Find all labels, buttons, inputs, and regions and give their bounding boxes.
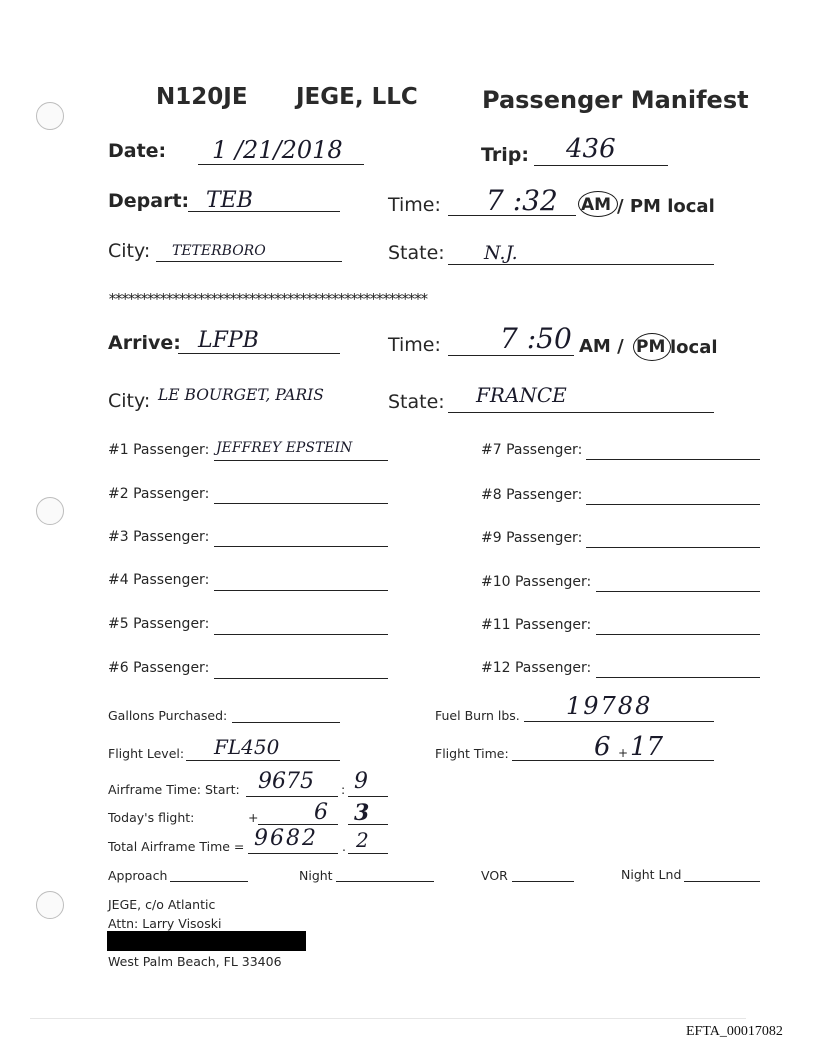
arrive-local: local bbox=[670, 337, 718, 358]
approach-label: Approach bbox=[108, 868, 168, 883]
date-line bbox=[198, 164, 364, 165]
passenger-1-line bbox=[214, 460, 388, 461]
passenger-11-line bbox=[596, 634, 760, 635]
passenger-5-line bbox=[214, 634, 388, 635]
depart-am: AM bbox=[581, 195, 612, 215]
today-plus: + bbox=[248, 810, 259, 825]
depart-city-line bbox=[156, 261, 342, 262]
passenger-2-line bbox=[214, 503, 388, 504]
total-airframe-tenths: 2 bbox=[356, 828, 369, 852]
flight-time-line bbox=[512, 760, 714, 761]
punch-hole-bottom bbox=[36, 891, 64, 919]
passenger-1-value: JEFFREY EPSTEIN bbox=[216, 440, 353, 456]
punch-hole-middle bbox=[36, 497, 64, 525]
arrive-city-value: LE BOURGET, PARIS bbox=[158, 386, 324, 404]
airframe-start-line bbox=[246, 796, 338, 797]
arrive-am: AM / bbox=[579, 336, 624, 357]
passenger-7-line bbox=[586, 459, 760, 460]
passenger-11-label: #11 Passenger: bbox=[481, 617, 592, 633]
today-flight-tenths: 3 bbox=[354, 800, 370, 826]
passenger-7-label: #7 Passenger: bbox=[481, 442, 583, 458]
passenger-2-label: #2 Passenger: bbox=[108, 486, 210, 502]
passenger-6-label: #6 Passenger: bbox=[108, 660, 210, 676]
tail-number: N120JE bbox=[156, 84, 248, 110]
passenger-5-label: #5 Passenger: bbox=[108, 616, 210, 632]
document-id: EFTA_00017082 bbox=[686, 1024, 783, 1039]
depart-state-label: State: bbox=[388, 242, 445, 264]
airframe-start-tenths-line bbox=[348, 796, 388, 797]
address-line-4: West Palm Beach, FL 33406 bbox=[108, 954, 282, 969]
arrive-state-value: FRANCE bbox=[476, 383, 567, 407]
vor-line bbox=[512, 881, 574, 882]
flight-time-label: Flight Time: bbox=[435, 746, 509, 761]
passenger-12-line bbox=[596, 677, 760, 678]
airframe-start-value: 9675 bbox=[258, 769, 314, 794]
total-airframe-label: Total Airframe Time = bbox=[108, 839, 245, 854]
address-line-2: Attn: Larry Visoski bbox=[108, 916, 222, 931]
fuel-burn-value: 19788 bbox=[566, 692, 653, 720]
trip-value: 436 bbox=[566, 134, 616, 164]
arrive-value: LFPB bbox=[198, 328, 259, 353]
trip-label: Trip: bbox=[481, 144, 529, 166]
passenger-9-line bbox=[586, 547, 760, 548]
passenger-4-line bbox=[214, 590, 388, 591]
depart-city-label: City: bbox=[108, 240, 151, 262]
date-value: 1 /21/2018 bbox=[212, 136, 343, 164]
flight-time-minutes: 17 bbox=[630, 732, 664, 762]
trip-line bbox=[534, 165, 668, 166]
flight-time-sep: + bbox=[618, 746, 629, 760]
airframe-start-colon: : bbox=[341, 782, 346, 797]
night-line bbox=[336, 881, 434, 882]
airframe-start-tenths: 9 bbox=[354, 769, 368, 794]
gallons-label: Gallons Purchased: bbox=[108, 708, 228, 723]
depart-label: Depart: bbox=[108, 190, 190, 212]
passenger-8-label: #8 Passenger: bbox=[481, 487, 583, 503]
punch-hole-top bbox=[36, 102, 64, 130]
gallons-line bbox=[232, 722, 340, 723]
scan-edge-line bbox=[30, 1018, 746, 1019]
passenger-8-line bbox=[586, 504, 760, 505]
night-label: Night bbox=[299, 868, 333, 883]
depart-state-line bbox=[448, 264, 714, 265]
today-flight-label: Today's flight: bbox=[108, 810, 195, 825]
depart-state-value: N.J. bbox=[484, 242, 518, 264]
flight-level-line bbox=[186, 760, 340, 761]
night-lnd-line bbox=[684, 881, 760, 882]
passenger-9-label: #9 Passenger: bbox=[481, 530, 583, 546]
separator-stars: ************************************************** bbox=[108, 290, 427, 308]
today-flight-value: 6 bbox=[314, 800, 328, 825]
total-tenths-line bbox=[348, 853, 388, 854]
approach-line bbox=[170, 881, 248, 882]
airframe-start-label: Airframe Time: Start: bbox=[108, 782, 240, 797]
flight-level-value: FL450 bbox=[214, 735, 280, 759]
total-airframe-value: 9682 bbox=[254, 826, 318, 851]
passenger-3-line bbox=[214, 546, 388, 547]
total-airframe-line bbox=[248, 853, 338, 854]
depart-time-value: 7 :32 bbox=[486, 184, 558, 217]
arrive-time-value: 7 :50 bbox=[500, 322, 572, 355]
passenger-10-label: #10 Passenger: bbox=[481, 574, 592, 590]
date-label: Date: bbox=[108, 140, 167, 162]
passenger-3-label: #3 Passenger: bbox=[108, 529, 210, 545]
arrive-state-label: State: bbox=[388, 391, 445, 413]
company-name: JEGE, LLC bbox=[296, 84, 418, 110]
redaction-bar bbox=[107, 931, 306, 951]
arrive-state-line bbox=[448, 412, 714, 413]
passenger-10-line bbox=[596, 591, 760, 592]
depart-value: TEB bbox=[206, 188, 253, 213]
arrive-city-label: City: bbox=[108, 390, 151, 412]
arrive-label: Arrive: bbox=[108, 332, 181, 354]
passenger-1-label: #1 Passenger: bbox=[108, 442, 210, 458]
depart-pm-local: / PM local bbox=[617, 196, 715, 217]
fuel-burn-line bbox=[524, 721, 714, 722]
total-airframe-dot: . bbox=[342, 839, 346, 854]
passenger-6-line bbox=[214, 678, 388, 679]
fuel-burn-label: Fuel Burn lbs. bbox=[435, 708, 520, 723]
arrive-time-label: Time: bbox=[388, 334, 441, 356]
vor-label: VOR bbox=[481, 868, 508, 883]
depart-time-label: Time: bbox=[388, 194, 441, 216]
flight-time-hours: 6 bbox=[594, 732, 611, 762]
arrive-line bbox=[178, 353, 340, 354]
night-lnd-label: Night Lnd bbox=[621, 867, 682, 882]
address-line-1: JEGE, c/o Atlantic bbox=[108, 897, 216, 912]
depart-city-value: TETERBORO bbox=[172, 243, 266, 259]
arrive-time-line bbox=[448, 355, 574, 356]
page-title: Passenger Manifest bbox=[482, 86, 749, 114]
arrive-pm: PM bbox=[636, 337, 666, 357]
flight-level-label: Flight Level: bbox=[108, 746, 185, 761]
passenger-12-label: #12 Passenger: bbox=[481, 660, 592, 676]
passenger-4-label: #4 Passenger: bbox=[108, 572, 210, 588]
